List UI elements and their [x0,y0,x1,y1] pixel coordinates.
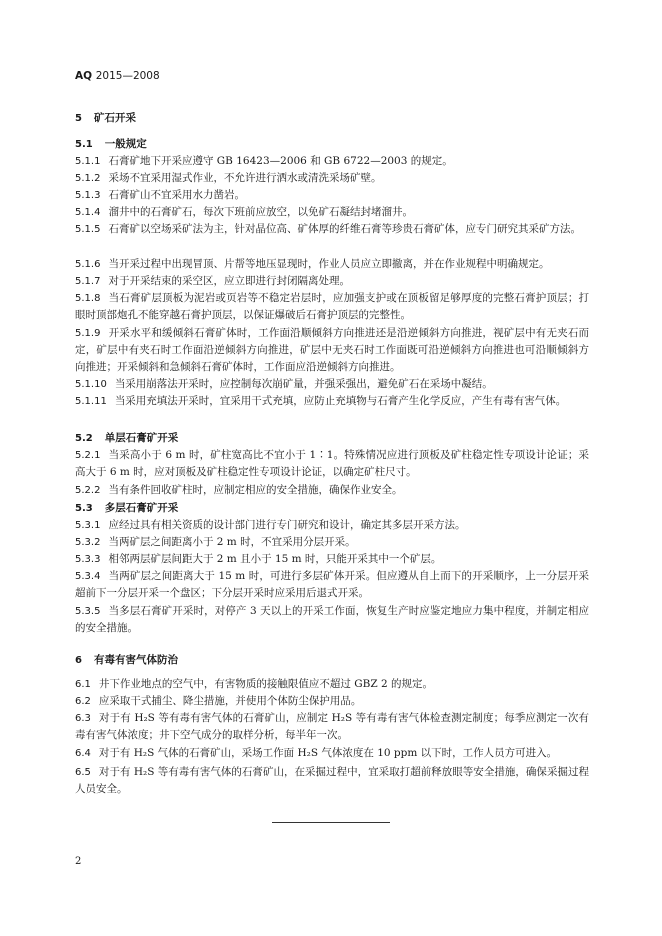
section-heading: 5 矿石开采 [75,112,136,124]
clause: 5.1.8 当石膏矿层顶板为泥岩或页岩等不稳定岩层时，应加强支护或在顶板留足够厚度的完整石膏护顶层；打眼时顶部炮孔不能穿越石膏护顶层，以保证爆破后石膏护顶层的完整性。 [75,292,589,321]
clause: 5.2.2 当有条件回收矿柱时，应制定相应的安全措施，确保作业安全。 [75,484,403,496]
clause: 5.1.1 石膏矿地下开采应遵守 GB 16423—2006 和 GB 6722—2003 的规定。 [75,155,453,167]
clause: 6.3 对于有 H₂S 等有毒有害气体的石膏矿山，应制定 H₂S 等有毒有害气体检查测定制度；每季应测定一次有毒有害气体浓度；井下空气成分的取样分析，每半年一次。 [75,712,589,741]
clause: 5.3.5 当多层石膏矿开采时，对停产 3 天以上的开采工作面，恢复生产时应鉴定地应力集中程度，并制定相应的安全措施。 [75,605,589,634]
end-rule [272,822,390,823]
clause: 6.2 应采取干式捕尘、降尘措施，并使用个体防尘保护用品。 [75,695,362,707]
clause: 5.1.2 采场不宜采用湿式作业，不允许进行洒水或清洗采场矿壁。 [75,172,382,184]
standard-code: 2015—2008 [95,70,160,82]
section-heading: 5.2 单层石膏矿开采 [75,432,179,444]
clause: 5.3.2 当两矿层之间距离小于 2 m 时，不宜采用分层开采。 [75,536,356,548]
clause: 6.4 对于有 H₂S 气体的石膏矿山，采场工作面 H₂S 气体浓度在 10 ppm 以下时，工作人员方可进入。 [75,747,558,759]
clause: 5.1.9 开采水平和缓倾斜石膏矿体时，工作面沿顺倾斜方向推进还是沿逆倾斜方向推进，视矿层中有无夹石而定，矿层中有夹石时工作面沿逆倾斜方向推进，矿层中无夹石时工作面既可沿逆倾斜方向推进也可沿顺倾斜方向推进；开采倾斜和急倾斜石膏矿体时，工作面应沿逆倾斜方向推进。 [75,327,589,373]
section-heading: 5.3 多层石膏矿开采 [75,502,179,514]
section-heading: 6 有毒有害气体防治 [75,654,178,666]
clause: 5.1.4 溜井中的石膏矿石，每次下班前应放空，以免矿石凝结封堵溜井。 [75,206,413,218]
clause: 5.3.3 相邻两层矿层间距大于 2 m 且小于 15 m 时，只能开采其中一个矿层。 [75,553,442,565]
clause: 5.1.10 当采用崩落法开采时，应控制每次崩矿量，并强采强出，避免矿石在采场中凝结。 [75,378,493,390]
document-header [75,70,160,82]
clause: 5.1.6 当开采过程中出现冒顶、片帮等地压显现时，作业人员应立即撤离，并在作业规程中明确规定。 [75,258,550,270]
clause: 5.3.4 当两矿层之间距离大于 15 m 时，可进行多层矿体开采。但应遵从自上而下的开采顺序，上一分层开采超前下一分层开采一个盘区；下分层开采时应采用后退式开采。 [75,570,589,599]
section-heading: 5.1 一般规定 [75,138,147,150]
clause: 5.3.1 应经过具有相关资质的设计部门进行专门研究和设计，确定其多层开采方法。 [75,519,466,531]
standard-org: AQ [75,70,93,82]
clause: 5.1.3 石膏矿山不宜采用水力凿岩。 [75,189,245,201]
clause: 5.1.7 对于开采结束的采空区，应立即进行封闭隔离处理。 [75,275,350,287]
clause: 5.1.5 石膏矿以空场采矿法为主，针对晶位高、矿体厚的纤维石膏等珍贵石膏矿体，应专门研究其采矿方法。 [75,223,581,235]
clause: 5.1.11 当采用充填法开采时，宜采用干式充填，应防止充填物与石膏产生化学反应，产生有毒有害气体。 [75,395,567,407]
page-number: 2 [75,856,82,867]
clause: 5.2.1 当采高小于 6 m 时，矿柱宽高比不宜小于 1∶1。特殊情况应进行顶板及矿柱稳定性专项设计论证；采高大于 6 m 时，应对顶板及矿柱稳定性专项设计论证，以确定矿柱尺寸。 [75,449,589,478]
clause: 6.5 对于有 H₂S 等有毒有害气体的石膏矿山，在采掘过程中，宜采取打超前释放眼等安全措施，确保采掘过程人员安全。 [75,766,589,795]
clause: 6.1 井下作业地点的空气中，有害物质的接触限值应不超过 GBZ 2 的规定。 [75,678,433,690]
